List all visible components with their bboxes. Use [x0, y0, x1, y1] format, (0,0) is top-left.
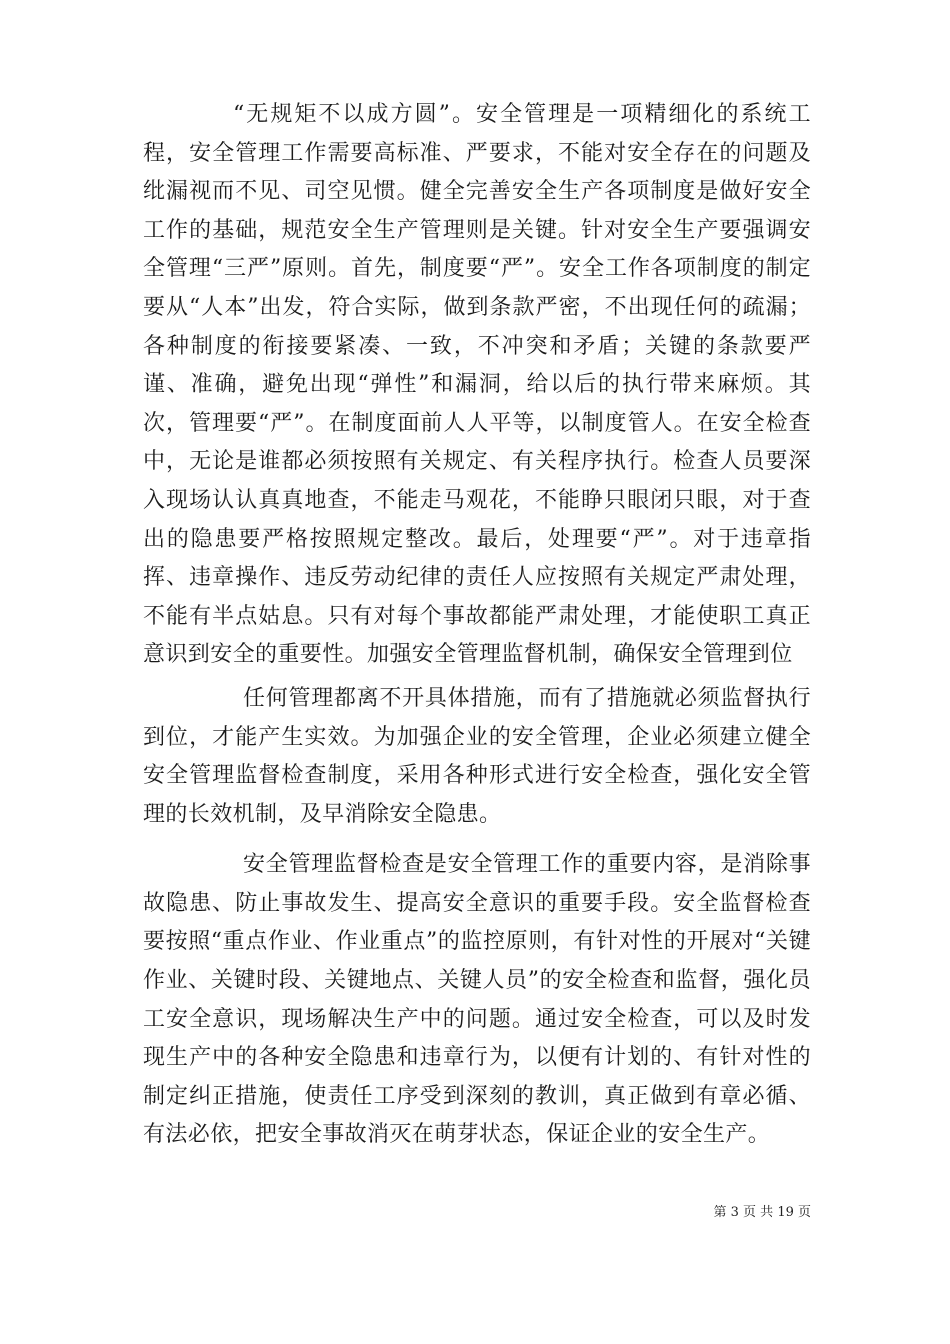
page-number-footer: 第 3 页 共 19 页 — [713, 1205, 811, 1220]
paragraph-3: 安全管理监督检查是安全管理工作的重要内容，是消除事故隐患、防止事故发生、提高安全意识的重要手段。安全监督检查要按照“重点作业、作业重点”的监控原则，有针对性的开展对“关键作业、关键时段、关键地点、关键人员”的安全检查和监督，强化员工安全意识，现场解决生产中的问题。通过安全检查，可以及时发现生产中的各种安全隐患和违章行为，以便有计划的、有针对性的制定纠正措施，使责任工序受到深刻的教训，真正做到有章必循、有法必依，把安全事故消灭在萌芽状态，保证企业的安全生产。 — [143, 852, 811, 1148]
paragraph-2: 任何管理都离不开具体措施，而有了措施就必须监督执行到位，才能产生实效。为加强企业的安全管理，企业必须建立健全安全管理监督检查制度，采用各种形式进行安全检查，强化安全管理的长效机制，及早消除安全隐患。 — [143, 685, 811, 827]
paragraph-1: “无规矩不以成方圆”。安全管理是一项精细化的系统工程，安全管理工作需要高标准、严要求，不能对安全存在的问题及纰漏视而不见、司空见惯。健全完善安全生产各项制度是做好安全工作的基础，规范安全生产管理则是关键。针对安全生产要强调安全管理“三严”原则。首先，制度要“严”。安全工作各项制度的制定要从“人本”出发，符合实际，做到条款严密，不出现任何的疏漏；各种制度的衔接要紧凑、一致，不冲突和矛盾；关键的条款要严谨、准确，避免出现“弹性”和漏洞，给以后的执行带来麻烦。其次，管理要“严”。在制度面前人人平等，以制度管人。在安全检查中，无论是谁都必须按照有关规定、有关程序执行。检查人员要深入现场认认真真地查，不能走马观花，不能睁只眼闭只眼，对于查出的隐患要严格按照规定整改。最后，处理要“严”。对于违章指挥、违章操作、违反劳动纪律的责任人应按照有关规定严肃处理，不能有半点姑息。只有对每个事故都能严肃处理，才能使职工真正意识到安全的重要性。加强安全管理监督机制，确保安全管理到位 — [143, 102, 811, 668]
document-body — [143, 96, 811, 1155]
